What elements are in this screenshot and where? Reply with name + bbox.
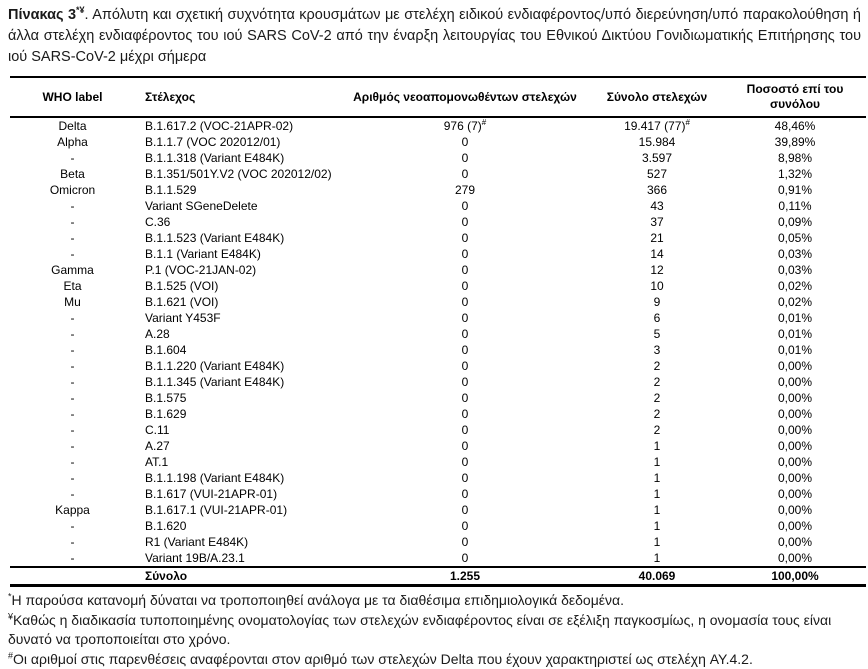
strain-cell: A.28 (135, 326, 340, 342)
who-label-cell: Alpha (10, 134, 135, 150)
who-label-cell: Gamma (10, 262, 135, 278)
new-isolates-cell: 0 (340, 550, 590, 567)
strain-cell: B.1.620 (135, 518, 340, 534)
new-isolates-cell: 0 (340, 134, 590, 150)
new-isolates-cell: 0 (340, 438, 590, 454)
footnotes (8, 591, 861, 669)
percentage-cell: 0,00% (724, 470, 866, 486)
footnote-marker-asterisk: * (8, 591, 12, 601)
total-row (10, 567, 866, 586)
total-label: Σύνολο (135, 567, 340, 586)
table-header-row (10, 77, 866, 117)
strain-cell: A.27 (135, 438, 340, 454)
strain-cell: B.1.1.529 (135, 182, 340, 198)
percentage-cell: 0,05% (724, 230, 866, 246)
percentage-cell: 0,00% (724, 390, 866, 406)
who-label-cell: Mu (10, 294, 135, 310)
variants-table (10, 76, 866, 587)
who-label-cell: - (10, 374, 135, 390)
table-row (10, 166, 866, 182)
new-isolates-cell: 279 (340, 182, 590, 198)
total-new-isolates: 1.255 (340, 567, 590, 586)
total-strains-cell: 15.984 (590, 134, 724, 150)
percentage-cell: 0,91% (724, 182, 866, 198)
strain-cell: C.36 (135, 214, 340, 230)
percentage-cell: 1,32% (724, 166, 866, 182)
percentage-cell: 0,00% (724, 438, 866, 454)
total-strains-cell: 37 (590, 214, 724, 230)
new-isolates-cell: 0 (340, 150, 590, 166)
footnote-distribution (8, 591, 861, 611)
total-strains-cell: 3.597 (590, 150, 724, 166)
total-strains-cell: 527 (590, 166, 724, 182)
table-row (10, 534, 866, 550)
new-isolates-cell: 0 (340, 166, 590, 182)
percentage-cell: 0,03% (724, 246, 866, 262)
total-strains-cell: 2 (590, 358, 724, 374)
new-isolates-cell: 0 (340, 230, 590, 246)
who-label-cell: - (10, 486, 135, 502)
total-strains-cell: 10 (590, 278, 724, 294)
total-strains-cell: 3 (590, 342, 724, 358)
table-row (10, 454, 866, 470)
who-label-cell: - (10, 406, 135, 422)
new-isolates-cell: 0 (340, 278, 590, 294)
footnote-text: Η παρούσα κατανομή δύναται να τροποποιηθεί ανάλογα με τα διαθέσιμα επιδημιολογικά δεδομένα. (12, 592, 625, 608)
percentage-cell: 0,11% (724, 198, 866, 214)
new-isolates-cell: 0 (340, 390, 590, 406)
total-strains-cell: 1 (590, 470, 724, 486)
table-row (10, 550, 866, 567)
table-row (10, 182, 866, 198)
table-row (10, 502, 866, 518)
table-row (10, 358, 866, 374)
footnote-marker-yen: ¥ (8, 611, 13, 621)
total-strains-cell: 2 (590, 406, 724, 422)
percentage-cell: 0,00% (724, 358, 866, 374)
table-row (10, 518, 866, 534)
total-strains-cell: 1 (590, 454, 724, 470)
total-strains-cell: 19.417 (77)# (590, 117, 724, 134)
strain-cell: B.1.1 (Variant E484K) (135, 246, 340, 262)
percentage-cell: 0,01% (724, 310, 866, 326)
new-isolates-cell: 0 (340, 518, 590, 534)
total-strains: 40.069 (590, 567, 724, 586)
table-row (10, 470, 866, 486)
strain-cell: B.1.629 (135, 406, 340, 422)
total-strains-cell: 14 (590, 246, 724, 262)
who-label-cell: Eta (10, 278, 135, 294)
strain-cell: B.1.617.2 (VOC-21APR-02) (135, 117, 340, 134)
footnote-text: Οι αριθμοί στις παρενθέσεις αναφέρονται στον αριθμό των στελεχών Delta που έχουν χαρακτηριστεί ως στελέχη AY.4.2. (13, 651, 753, 667)
strain-cell: AT.1 (135, 454, 340, 470)
table-row (10, 438, 866, 454)
new-isolates-cell: 0 (340, 326, 590, 342)
new-isolates-cell: 0 (340, 454, 590, 470)
new-isolates-cell: 0 (340, 342, 590, 358)
new-isolates-cell: 0 (340, 358, 590, 374)
col-header-percentage: Ποσοστό επί του συνόλου (724, 77, 866, 117)
who-label-cell: - (10, 550, 135, 567)
table-row (10, 262, 866, 278)
total-strains-cell: 1 (590, 502, 724, 518)
who-label-cell: Kappa (10, 502, 135, 518)
percentage-cell: 0,02% (724, 294, 866, 310)
total-strains-cell: 21 (590, 230, 724, 246)
percentage-cell: 0,03% (724, 262, 866, 278)
percentage-cell: 48,46% (724, 117, 866, 134)
total-percentage: 100,00% (724, 567, 866, 586)
table-row (10, 198, 866, 214)
strain-cell: B.1.1.7 (VOC 202012/01) (135, 134, 340, 150)
who-label-cell: Beta (10, 166, 135, 182)
percentage-cell: 0,00% (724, 550, 866, 567)
percentage-cell: 0,00% (724, 454, 866, 470)
table-row (10, 422, 866, 438)
who-label-cell: - (10, 230, 135, 246)
who-label-cell: - (10, 438, 135, 454)
strain-cell: R1 (Variant E484K) (135, 534, 340, 550)
total-strains-cell: 2 (590, 390, 724, 406)
footnote-marker-hash: # (8, 650, 13, 660)
percentage-cell: 0,09% (724, 214, 866, 230)
col-header-who-label: WHO label (10, 77, 135, 117)
total-strains-cell: 1 (590, 550, 724, 567)
table-row (10, 134, 866, 150)
percentage-cell: 0,00% (724, 502, 866, 518)
who-label-cell: - (10, 518, 135, 534)
who-label-cell: - (10, 422, 135, 438)
new-isolates-cell: 0 (340, 406, 590, 422)
who-label-cell: - (10, 214, 135, 230)
footnote-text: Καθώς η διαδικασία τυποποιημένης ονοματολογίας των στελεχών ενδιαφέροντος είναι σε εξέλιξη παγκοσμίως, η ονομασία τους είναι δυνατό να τροποποιείται στο χρόνο. (8, 612, 831, 648)
new-isolates-cell: 0 (340, 198, 590, 214)
strain-cell: B.1.351/501Y.V2 (VOC 202012/02) (135, 166, 340, 182)
percentage-cell: 0,00% (724, 534, 866, 550)
table-row (10, 342, 866, 358)
new-isolates-cell: 0 (340, 246, 590, 262)
table-row (10, 117, 866, 134)
new-isolates-cell: 0 (340, 486, 590, 502)
new-isolates-cell: 0 (340, 374, 590, 390)
percentage-cell: 0,01% (724, 326, 866, 342)
table-row (10, 374, 866, 390)
new-isolates-cell: 0 (340, 422, 590, 438)
total-strains-cell: 9 (590, 294, 724, 310)
who-label-cell: Delta (10, 117, 135, 134)
strain-cell: B.1.1.523 (Variant E484K) (135, 230, 340, 246)
table-row (10, 214, 866, 230)
new-isolates-cell: 0 (340, 502, 590, 518)
who-label-cell: - (10, 246, 135, 262)
table-row (10, 310, 866, 326)
who-label-cell: - (10, 534, 135, 550)
strain-cell: Variant SGeneDelete (135, 198, 340, 214)
strain-cell: Variant 19B/A.23.1 (135, 550, 340, 567)
new-isolates-cell: 0 (340, 470, 590, 486)
percentage-cell: 8,98% (724, 150, 866, 166)
who-label-cell: - (10, 150, 135, 166)
table-row (10, 150, 866, 166)
percentage-cell: 0,00% (724, 374, 866, 390)
strain-cell: B.1.604 (135, 342, 340, 358)
strain-cell: B.1.525 (VOI) (135, 278, 340, 294)
table-row (10, 230, 866, 246)
total-strains-cell: 366 (590, 182, 724, 198)
footnote-marker: # (482, 118, 486, 127)
total-strains-cell: 1 (590, 486, 724, 502)
strain-cell: B.1.617 (VUI-21APR-01) (135, 486, 340, 502)
footnote-nomenclature (8, 611, 861, 650)
col-header-new-isolates: Αριθμός νεοαπομονωθέντων στελεχών (340, 77, 590, 117)
percentage-cell: 39,89% (724, 134, 866, 150)
table-row (10, 486, 866, 502)
who-label-cell: - (10, 470, 135, 486)
col-header-strain: Στέλεχος (135, 77, 340, 117)
total-strains-cell: 12 (590, 262, 724, 278)
strain-cell: Variant Y453F (135, 310, 340, 326)
who-label-cell: - (10, 198, 135, 214)
total-strains-cell: 5 (590, 326, 724, 342)
strain-cell: B.1.1.198 (Variant E484K) (135, 470, 340, 486)
total-strains-cell: 43 (590, 198, 724, 214)
who-label-cell: Omicron (10, 182, 135, 198)
table-row (10, 390, 866, 406)
total-strains-cell: 1 (590, 518, 724, 534)
table-row (10, 278, 866, 294)
footnote-parentheses (8, 650, 861, 669)
strain-cell: C.11 (135, 422, 340, 438)
who-label-cell: - (10, 358, 135, 374)
col-header-total-strains: Σύνολο στελεχών (590, 77, 724, 117)
new-isolates-cell: 0 (340, 214, 590, 230)
strain-cell: B.1.621 (VOI) (135, 294, 340, 310)
table-row (10, 294, 866, 310)
table-caption-label: Πίνακας 3 (8, 7, 76, 23)
total-strains-cell: 1 (590, 438, 724, 454)
total-strains-cell: 6 (590, 310, 724, 326)
percentage-cell: 0,00% (724, 486, 866, 502)
percentage-cell: 0,01% (724, 342, 866, 358)
new-isolates-cell: 0 (340, 310, 590, 326)
strain-cell: B.1.1.220 (Variant E484K) (135, 358, 340, 374)
percentage-cell: 0,00% (724, 406, 866, 422)
new-isolates-cell: 0 (340, 262, 590, 278)
total-strains-cell: 2 (590, 374, 724, 390)
strain-cell: B.1.1.318 (Variant E484K) (135, 150, 340, 166)
who-label-cell: - (10, 454, 135, 470)
total-strains-cell: 2 (590, 422, 724, 438)
new-isolates-cell: 0 (340, 294, 590, 310)
page-title (8, 5, 861, 68)
percentage-cell: 0,02% (724, 278, 866, 294)
who-label-cell: - (10, 342, 135, 358)
table-row (10, 246, 866, 262)
new-isolates-cell: 976 (7)# (340, 117, 590, 134)
percentage-cell: 0,00% (724, 422, 866, 438)
percentage-cell: 0,00% (724, 518, 866, 534)
total-empty-cell (10, 567, 135, 586)
title-footnote-markers: *¥ (76, 5, 85, 15)
title-text: . Απόλυτη και σχετική συχνότητα κρουσμάτων με στελέχη ειδικού ενδιαφέροντος/υπό διερεύνηση/υπό παρακολούθηση ή άλλα στελέχη ενδιαφέροντος του ιού SARS CoV-2 από την έναρξη λειτουργίας του Εθνικού Δικτύου Γονιδιωματικής Επιτήρησης του ιού SARS-CoV-2 μέχρι σήμερα (8, 7, 861, 65)
new-isolates-cell: 0 (340, 534, 590, 550)
who-label-cell: - (10, 326, 135, 342)
table-row (10, 326, 866, 342)
strain-cell: P.1 (VOC-21JAN-02) (135, 262, 340, 278)
footnote-marker: # (685, 118, 689, 127)
table-row (10, 406, 866, 422)
table-body (10, 117, 866, 567)
who-label-cell: - (10, 310, 135, 326)
total-strains-cell: 1 (590, 534, 724, 550)
strain-cell: B.1.617.1 (VUI-21APR-01) (135, 502, 340, 518)
who-label-cell: - (10, 390, 135, 406)
strain-cell: B.1.575 (135, 390, 340, 406)
strain-cell: B.1.1.345 (Variant E484K) (135, 374, 340, 390)
